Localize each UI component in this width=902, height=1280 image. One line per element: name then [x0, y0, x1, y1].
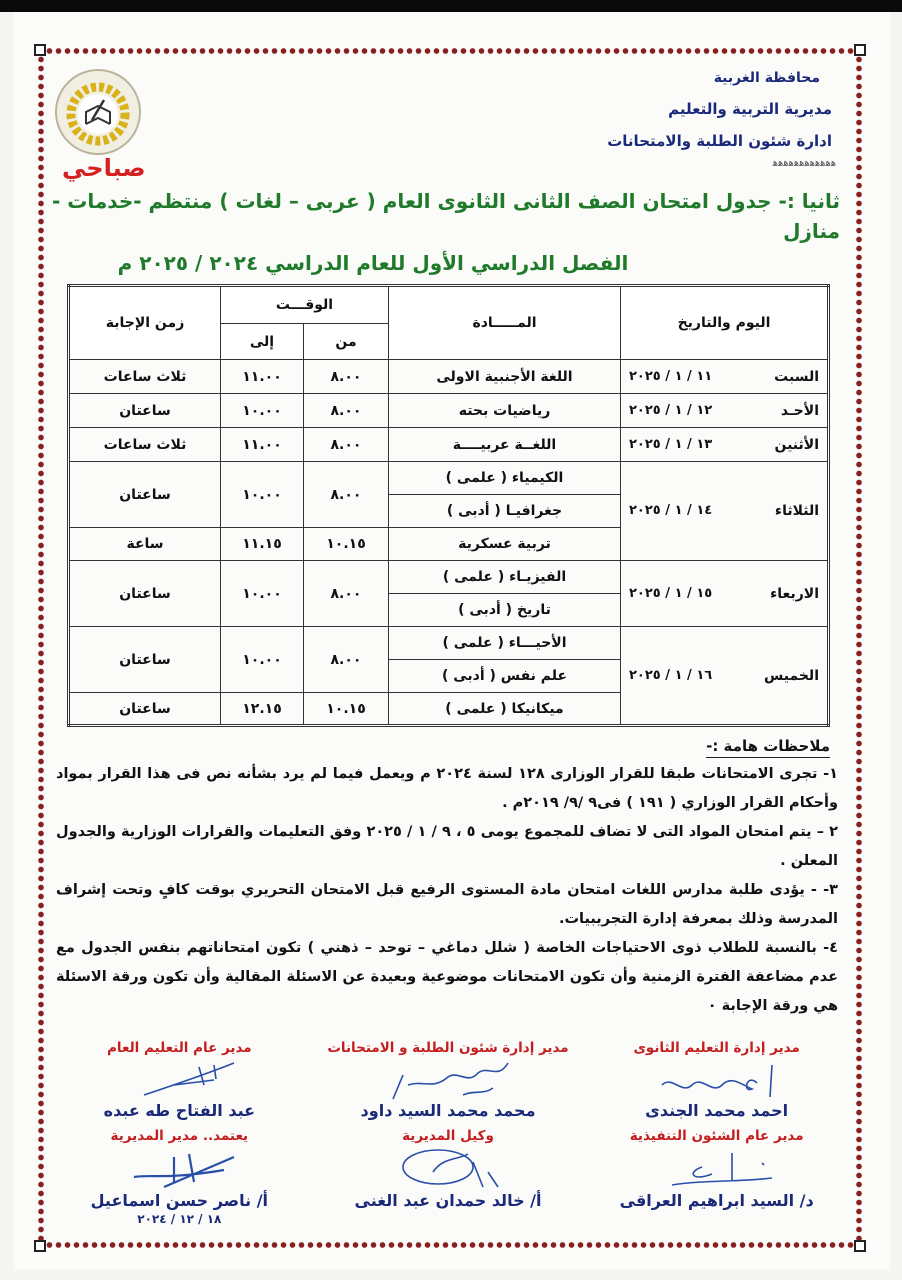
start-time-cell: ١٠.١٥ — [304, 528, 389, 561]
signature-block — [321, 1127, 576, 1227]
directorate-logo-icon — [52, 68, 144, 156]
start-time-cell: ٨.٠٠ — [304, 561, 389, 627]
signatory-name: د/ السيد ابراهيم العراقى — [619, 1191, 814, 1210]
duration-cell: ساعتان — [69, 627, 221, 693]
duration-cell: ساعتان — [69, 394, 221, 428]
day-date-wrap — [625, 585, 823, 603]
shift-label: صباحي — [62, 154, 146, 182]
duration-cell: ثلاث ساعات — [69, 360, 221, 394]
frame-corner — [34, 1240, 46, 1252]
day-date-cell — [621, 360, 829, 394]
subject-cell: اللغة الأجنبية الاولى — [389, 360, 621, 394]
table-row — [69, 360, 829, 394]
signature-block — [589, 1127, 844, 1227]
day-date-cell — [621, 394, 829, 428]
exam-date: ١٤ / ١ / ٢٠٢٥ — [629, 503, 713, 518]
subject-cell: جغرافيـا ( أدبى ) — [389, 495, 621, 528]
day-date-wrap — [625, 402, 823, 420]
handwritten-signature — [642, 1145, 792, 1191]
end-time-cell: ١١.٠٠ — [221, 428, 304, 462]
day-date-cell — [621, 561, 829, 627]
note-item: ٤- بالنسبة للطلاب ذوى الاحتياجات الخاصة ( شلل دماغي – توحد – ذهني ) تكون امتحاناتهم بنفس الجدول مع عدم مضاعفة الفترة الزمنية وأن تكون الامتحانات موضوعية وبعيدة عن الاسئلة المقالية وأن تكون ورقة الاسئلة هي ورقة الإجابة ٠ — [56, 940, 838, 1014]
table-row — [69, 462, 829, 495]
end-time-cell: ١٠.٠٠ — [221, 627, 304, 693]
frame-border-bottom — [36, 1240, 864, 1250]
signatory-name: محمد محمد السيد داود — [360, 1101, 536, 1120]
end-time-cell: ١١.٠٠ — [221, 360, 304, 394]
signature-block — [589, 1039, 844, 1121]
frame-border-right — [854, 46, 864, 1250]
start-time-cell: ٨.٠٠ — [304, 360, 389, 394]
day-date-wrap — [625, 667, 823, 685]
table-row — [69, 394, 829, 428]
signatory-title: مدير إدارة التعليم الثانوى — [633, 1040, 800, 1056]
signatory-title: وكيل المديرية — [402, 1128, 494, 1144]
directorate-name: مديرية التربية والتعليم — [668, 100, 832, 118]
governorate-name: محافظة الغربية — [713, 70, 820, 86]
day-date-cell — [621, 627, 829, 726]
note-item: ١- تجرى الامتحانات طبقا للقرار الوزارى ١٢٨ لسنة ٢٠٢٤ م ويعمل فيما لم يرد بشأنه نص فى هذا القرار بمواد وأحكام القرار الوزاري ( ١٩١ ) فى٩ /٩/ ٢٠١٩م . — [56, 766, 839, 811]
header-to: إلى — [221, 324, 304, 360]
day-name: الخميس — [763, 667, 819, 684]
day-date-wrap — [625, 502, 823, 520]
table-row — [69, 561, 829, 594]
subject-cell: تاريخ ( أدبى ) — [389, 594, 621, 627]
day-name: الأحـد — [780, 402, 819, 419]
handwritten-signature — [642, 1057, 792, 1101]
signatory-title: مدير عام الشئون التنفيذية — [629, 1128, 804, 1144]
duration-cell: ساعة — [69, 528, 221, 561]
schedule-title: ثانيا :- جدول امتحان الصف الثانى الثانوى العام ( عربى – لغات ) منتظم -خدمات - منازل — [52, 189, 840, 243]
end-time-cell: ١٠.٠٠ — [221, 462, 304, 528]
subject-cell: اللغــة عربيــــة — [389, 428, 621, 462]
duration-cell: ساعتان — [69, 693, 221, 726]
handwritten-signature — [104, 1145, 254, 1191]
day-date-wrap — [625, 436, 823, 454]
subject-cell: الأحيـــاء ( علمى ) — [389, 627, 621, 660]
approval-date: ١٨ / ١٢ / ٢٠٢٤ — [137, 1212, 222, 1226]
top-bar — [0, 0, 902, 12]
signatory-title: يعتمد.. مدير المديرية — [110, 1128, 249, 1144]
subject-cell: علم نفس ( أدبى ) — [389, 660, 621, 693]
end-time-cell: ١١.١٥ — [221, 528, 304, 561]
schedule-subtitle: الفصل الدراسي الأول للعام الدراسي ٢٠٢٤ / ٢٠٢٥ م — [117, 251, 629, 275]
duration-cell: ثلاث ساعات — [69, 428, 221, 462]
day-date-cell — [621, 428, 829, 462]
end-time-cell: ١٠.٠٠ — [221, 561, 304, 627]
day-name: الثلاثاء — [774, 503, 819, 519]
signatory-title: مدير عام التعليم العام — [107, 1040, 252, 1056]
duration-cell: ساعتان — [69, 462, 221, 528]
signatory-name: أ/ ناصر حسن اسماعيل — [90, 1191, 269, 1210]
header-time: الوقـــت — [221, 286, 389, 324]
department-name: ادارة شئون الطلبة والامتحانات — [607, 132, 832, 150]
frame-corner — [34, 44, 46, 56]
exam-date: ١٢ / ١ / ٢٠٢٥ — [629, 402, 713, 418]
signatory-name: احمد محمد الجندى — [645, 1101, 789, 1120]
note-item: ٣- - يؤدى طلبة مدارس اللغات امتحان مادة المستوى الرفيع قبل الامتحان التحريري بوقت كافٍ وتحت إشراف المدرسة وذلك بمعرفة إدارة التجريبيات. — [56, 882, 838, 927]
exam-date: ١٥ / ١ / ٢٠٢٥ — [629, 585, 713, 601]
day-date-cell — [621, 462, 829, 561]
end-time-cell: ١٢.١٥ — [221, 693, 304, 726]
exam-schedule-table — [67, 284, 830, 727]
frame-border-top — [36, 46, 864, 56]
day-name: الأثنين — [774, 436, 819, 453]
subject-cell: الفيزيـاء ( علمى ) — [389, 561, 621, 594]
signature-block — [52, 1039, 307, 1121]
frame-corner — [854, 1240, 866, 1252]
start-time-cell: ١٠.١٥ — [304, 693, 389, 726]
notes-heading: ملاحظات هامة :- — [706, 737, 830, 758]
exam-date: ١١ / ١ / ٢٠٢٥ — [629, 368, 713, 384]
day-name: الاربعاء — [770, 585, 819, 602]
start-time-cell: ٨.٠٠ — [304, 394, 389, 428]
frame-corner — [854, 44, 866, 56]
note-item: ٢ – يتم امتحان المواد التى لا تضاف للمجموع يومى ٥ ، ٩ / ١ / ٢٠٢٥ وفق التعليمات والقرارات الوزارية والجدول المعلن . — [56, 824, 838, 869]
handwritten-signature — [373, 1057, 523, 1101]
exam-date: ١٦ / ١ / ٢٠٢٥ — [629, 667, 713, 683]
header-duration: زمن الإجابة — [69, 286, 221, 360]
start-time-cell: ٨.٠٠ — [304, 428, 389, 462]
start-time-cell: ٨.٠٠ — [304, 462, 389, 528]
header-from: من — [304, 324, 389, 360]
header-ornament: ﻫ‍ﻫ‍ﻫ‍ﻫ‍ﻫ‍ﻫ‍ﻫ‍ﻫ‍ﻫ‍ﻫ‍ﻫ‍ﻫ‍ — [772, 158, 836, 169]
header-day-date: اليوم والتاريخ — [621, 286, 829, 360]
start-time-cell: ٨.٠٠ — [304, 627, 389, 693]
table-row — [69, 428, 829, 462]
exam-date: ١٣ / ١ / ٢٠٢٥ — [629, 436, 713, 452]
signatures-section — [52, 1039, 844, 1227]
subject-cell: تربية عسكرية — [389, 528, 621, 561]
signature-block — [52, 1127, 307, 1227]
signatory-title: مدير إدارة شئون الطلبة و الامتحانات — [327, 1040, 569, 1056]
day-name: السبت — [774, 368, 819, 385]
document-body — [52, 186, 844, 1227]
signature-block — [321, 1039, 576, 1121]
handwritten-signature — [373, 1145, 523, 1191]
frame-border-left — [36, 46, 46, 1250]
handwritten-signature — [104, 1057, 254, 1101]
signatory-name: أ/ خالد حمدان عبد الغنى — [354, 1191, 542, 1210]
day-date-wrap — [625, 368, 823, 386]
subject-cell: الكيمياء ( علمى ) — [389, 462, 621, 495]
subject-cell: ميكانيكا ( علمى ) — [389, 693, 621, 726]
header-subject: المـــــادة — [389, 286, 621, 360]
signatory-name: عبد الفتاح طه عبده — [103, 1101, 256, 1120]
table-row — [69, 627, 829, 660]
duration-cell: ساعتان — [69, 561, 221, 627]
end-time-cell: ١٠.٠٠ — [221, 394, 304, 428]
subject-cell: رياضيات بحته — [389, 394, 621, 428]
